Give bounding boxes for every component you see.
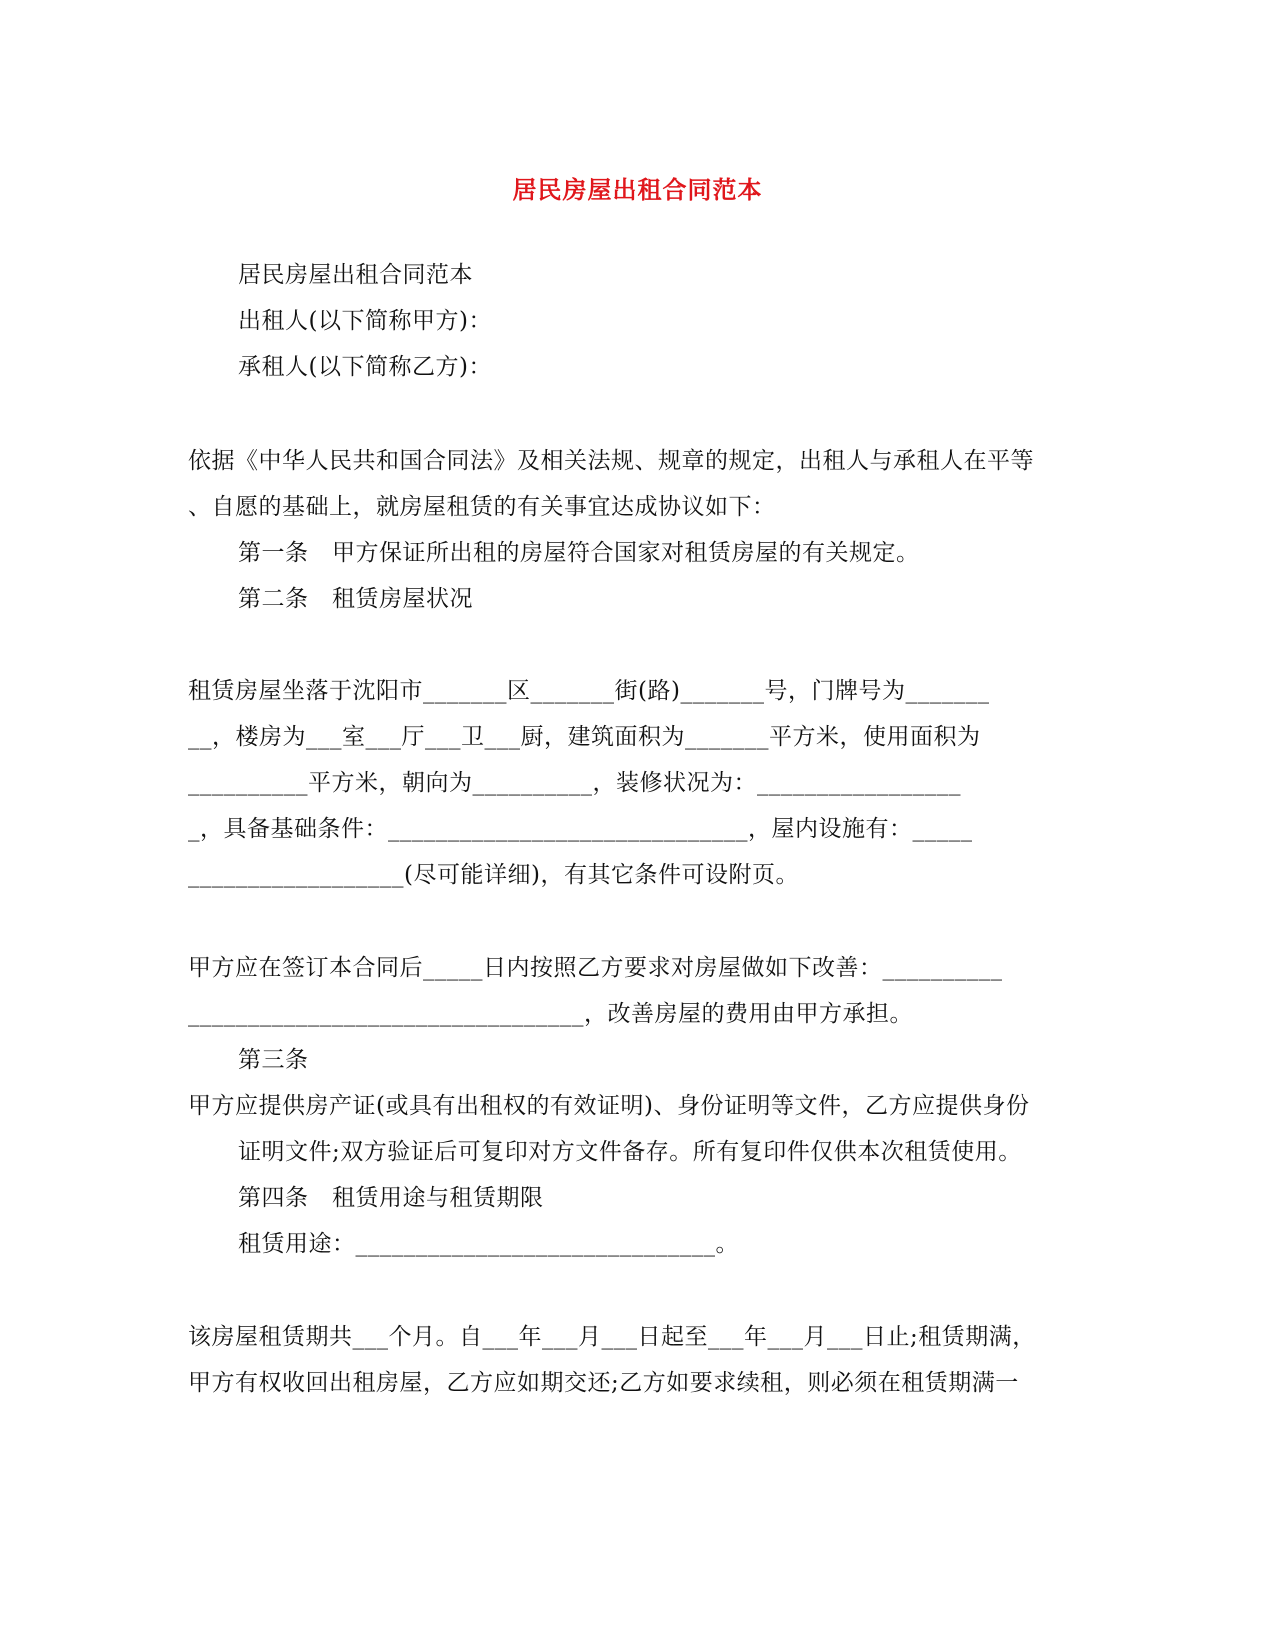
line-property-2: __，楼房为___室___厅___卫___厨，建筑面积为_______平方米，使用面积为: [188, 724, 981, 750]
line-basis-2: 、自愿的基础上，就房屋租赁的有关事宜达成协议如下：: [188, 494, 776, 520]
line-documents-1: 甲方应提供房产证(或具有出租权的有效证明)、身份证明等文件，乙方应提供身份: [188, 1093, 1030, 1119]
document-title: 居民房屋出租合同范本: [512, 175, 763, 204]
line-lessor: 出租人(以下简称甲方)：: [238, 308, 492, 334]
line-lease-purpose: 租赁用途：______________________________。: [238, 1231, 739, 1257]
line-property-3: __________平方米，朝向为__________，装修状况为：_________________: [188, 770, 961, 796]
line-lessee: 承租人(以下简称乙方)：: [238, 354, 492, 380]
line-property-1: 租赁房屋坐落于沈阳市_______区_______街(路)_______号，门牌号为_______: [188, 678, 990, 704]
line-basis-1: 依据《中华人民共和国合同法》及相关法规、规章的规定，出租人与承租人在平等: [188, 448, 1034, 474]
line-property-5: __________________(尽可能详细)，有其它条件可设附页。: [188, 862, 799, 888]
line-documents-2: 证明文件;双方验证后可复印对方文件备存。所有复印件仅供本次租赁使用。: [238, 1139, 1022, 1165]
line-article-3: 第三条: [238, 1047, 309, 1073]
line-article-4: 第四条 租赁用途与租赁期限: [238, 1185, 544, 1211]
line-lease-term-2: 甲方有权收回出租房屋，乙方应如期交还;乙方如要求续租，则必须在租赁期满一: [188, 1370, 1019, 1396]
line-improvement-1: 甲方应在签订本合同后_____日内按照乙方要求对房屋做如下改善：__________: [188, 955, 1003, 981]
line-improvement-2: _________________________________，改善房屋的费用由甲方承担。: [188, 1001, 913, 1027]
line-property-4: _，具备基础条件：______________________________，屋内设施有：_____: [188, 816, 973, 842]
line-article-1: 第一条 甲方保证所出租的房屋符合国家对租赁房屋的有关规定。: [238, 540, 920, 566]
line-lease-term-1: 该房屋租赁期共___个月。自___年___月___日起至___年___月___日止;租赁期满，: [188, 1324, 1036, 1350]
line-article-2: 第二条 租赁房屋状况: [238, 586, 473, 612]
line-heading: 居民房屋出租合同范本: [238, 262, 473, 288]
